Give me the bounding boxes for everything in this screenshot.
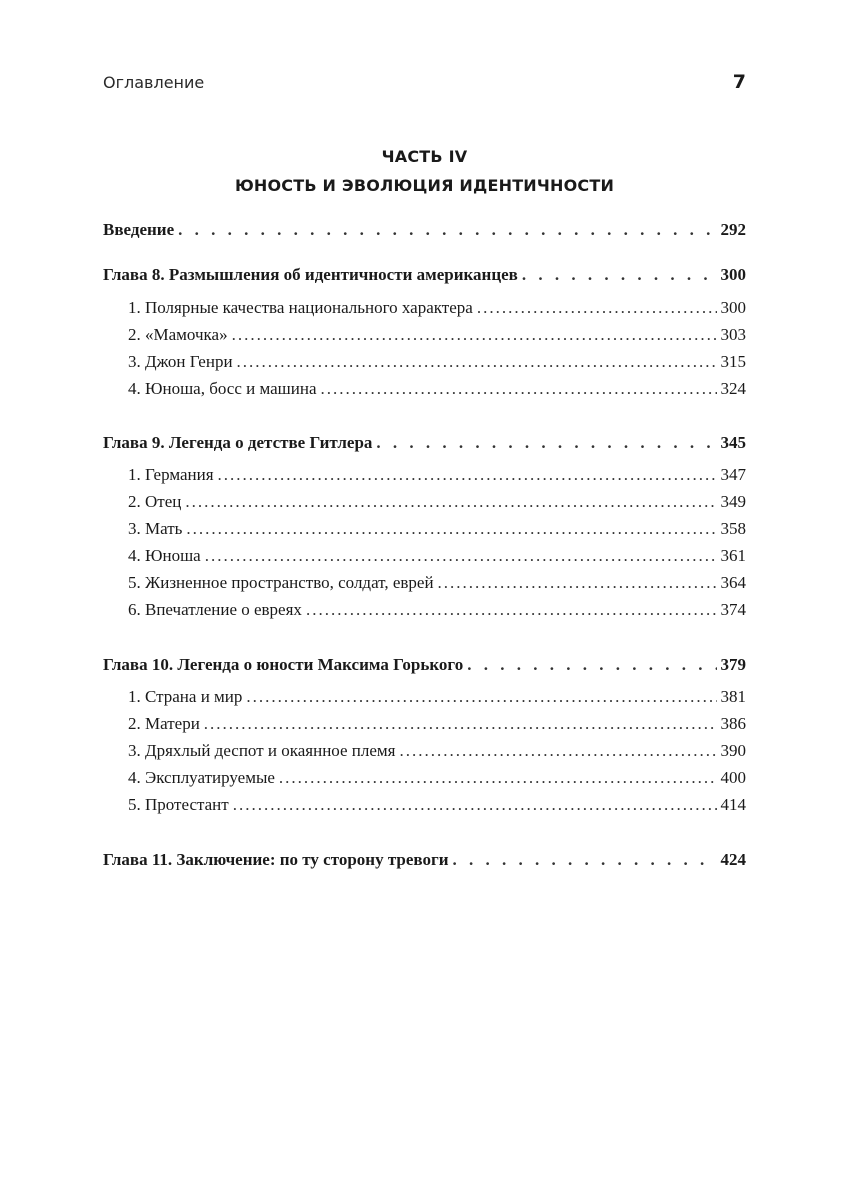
toc-entry-label: Введение: [103, 220, 175, 239]
toc-entry-page: 424: [720, 850, 746, 869]
dot-leader: [186, 519, 716, 539]
toc-entry-label: 5. Жизненное пространство, солдат, еврей: [128, 573, 434, 592]
toc-subentry[interactable]: [103, 352, 746, 372]
toc-subentry[interactable]: [103, 519, 746, 539]
toc-subentry[interactable]: [103, 573, 746, 593]
toc-subentry[interactable]: [103, 325, 746, 345]
dot-leader: [321, 379, 717, 399]
toc-entry-label: 3. Дряхлый деспот и окаянное племя: [128, 741, 396, 760]
dot-leader: [178, 220, 716, 240]
toc-entry-label: 1. Страна и мир: [128, 687, 243, 706]
toc-entry-page: 386: [720, 714, 746, 733]
toc-entry-chapter-9[interactable]: [103, 433, 746, 453]
toc-entry-page: 361: [720, 546, 746, 565]
toc-subentry[interactable]: [103, 768, 746, 788]
dot-leader: [237, 352, 717, 372]
dot-leader: [232, 325, 717, 345]
toc-entry-page: 381: [720, 687, 746, 706]
toc-subentry[interactable]: [103, 687, 746, 707]
dot-leader: [233, 795, 717, 815]
dot-leader: [376, 433, 716, 453]
page-number: 7: [732, 71, 746, 93]
toc-entry-label: 1. Полярные качества национального характера: [128, 298, 473, 317]
toc-entry-label: 4. Юноша, босс и машина: [128, 379, 317, 398]
toc-entry-page: 390: [720, 741, 746, 760]
toc-entry-page: 349: [720, 492, 746, 511]
dot-leader: [453, 850, 717, 870]
running-title: Оглавление: [103, 73, 205, 92]
toc-entry-label: 2. Матери: [128, 714, 200, 733]
toc-subentry[interactable]: [103, 795, 746, 815]
part-title: ЮНОСТЬ И ЭВОЛЮЦИЯ ИДЕНТИЧНОСТИ: [234, 176, 615, 195]
toc-entry-introduction[interactable]: [103, 220, 746, 240]
toc-entry-chapter-8[interactable]: [103, 265, 746, 285]
toc-subentry[interactable]: [103, 465, 746, 485]
toc-subentry[interactable]: [103, 492, 746, 512]
toc-subentry[interactable]: [103, 546, 746, 566]
dot-leader: [279, 768, 717, 788]
toc-entry-chapter-10[interactable]: [103, 655, 746, 675]
toc-entry-page: 358: [720, 519, 746, 538]
dot-leader: [204, 714, 717, 734]
toc-subentry[interactable]: [103, 298, 746, 318]
toc-entry-page: 400: [720, 768, 746, 787]
toc-subentry[interactable]: [103, 379, 746, 399]
dot-leader: [218, 465, 717, 485]
toc-entry-label: Глава 8. Размышления об идентичности американцев: [103, 265, 518, 284]
toc-subentry[interactable]: [103, 714, 746, 734]
toc-entry-label: Глава 9. Легенда о детстве Гитлера: [103, 433, 373, 452]
toc-entry-page: 374: [720, 600, 746, 619]
toc-entry-page: 315: [720, 352, 746, 371]
toc-entry-page: 364: [720, 573, 746, 592]
dot-leader: [438, 573, 717, 593]
toc-entry-label: 3. Джон Генри: [128, 352, 233, 371]
toc-subentry[interactable]: [103, 600, 746, 620]
toc-entry-page: 292: [720, 220, 746, 239]
toc-entry-label: 3. Мать: [128, 519, 183, 538]
toc-entry-page: 379: [720, 655, 746, 674]
part-label: ЧАСТЬ IV: [381, 147, 468, 166]
dot-leader: [522, 265, 717, 285]
dot-leader: [477, 298, 717, 318]
toc-entry-chapter-11[interactable]: [103, 850, 746, 870]
dot-leader: [467, 655, 716, 675]
toc-entry-page: 300: [720, 298, 746, 317]
toc-entry-label: 5. Протестант: [128, 795, 229, 814]
toc-entry-page: 414: [720, 795, 746, 814]
toc-entry-label: Глава 11. Заключение: по ту сторону тревоги: [103, 850, 449, 869]
toc-entry-label: 2. Отец: [128, 492, 182, 511]
dot-leader: [205, 546, 717, 566]
toc-entry-page: 324: [720, 379, 746, 398]
toc-entry-label: 4. Юноша: [128, 546, 201, 565]
toc-entry-page: 303: [720, 325, 746, 344]
running-head: [103, 71, 746, 95]
toc-entry-label: 2. «Мамочка»: [128, 325, 228, 344]
toc-entry-page: 300: [720, 265, 746, 284]
toc-entry-label: 6. Впечатление о евреях: [128, 600, 302, 619]
dot-leader: [185, 492, 716, 512]
toc-entry-page: 347: [720, 465, 746, 484]
toc-entry-label: 4. Эксплуатируемые: [128, 768, 275, 787]
dot-leader: [306, 600, 717, 620]
toc-entry-label: 1. Германия: [128, 465, 214, 484]
toc-subentry[interactable]: [103, 741, 746, 761]
toc-entry-label: Глава 10. Легенда о юности Максима Горького: [103, 655, 464, 674]
dot-leader: [400, 741, 717, 761]
toc-entry-page: 345: [720, 433, 746, 452]
dot-leader: [246, 687, 716, 707]
